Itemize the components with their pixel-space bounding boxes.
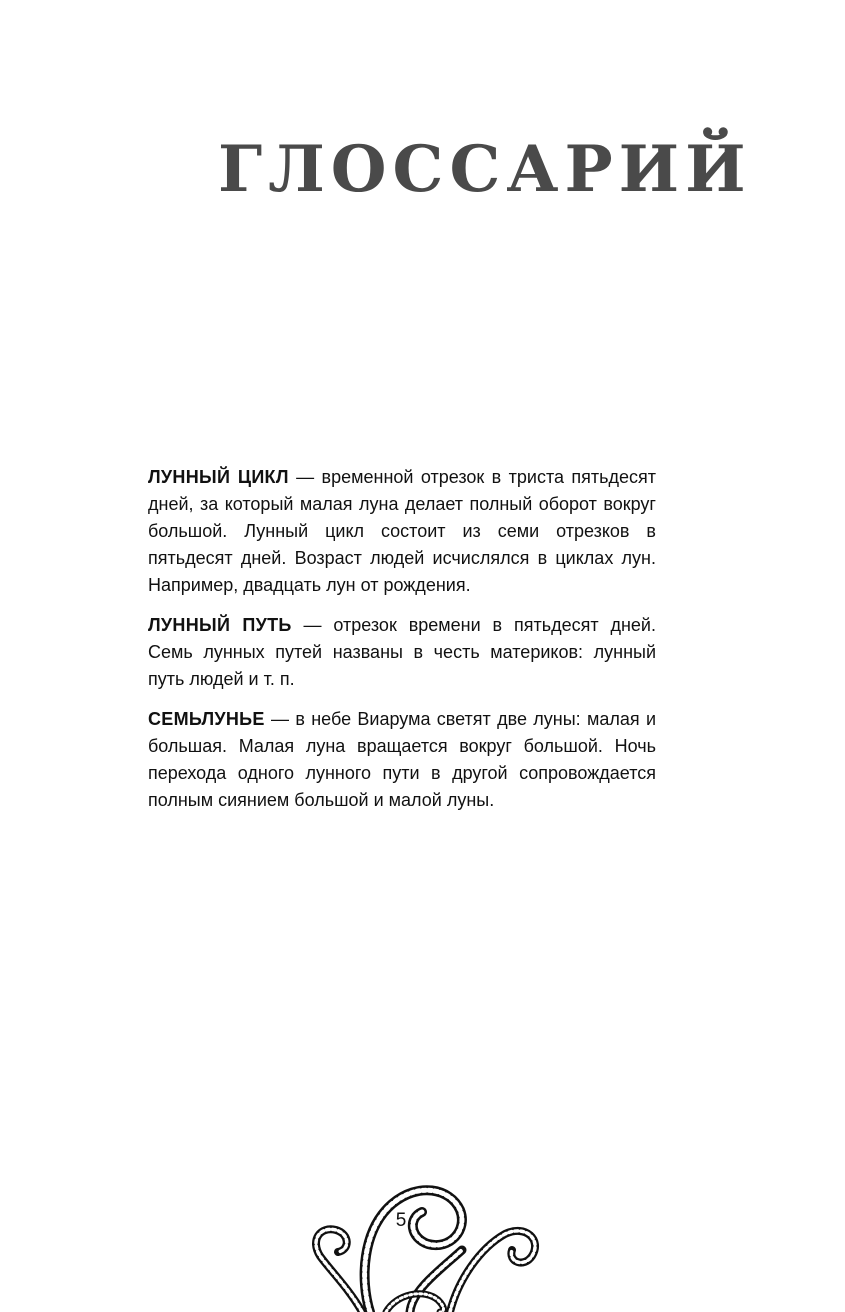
page-number: 5 xyxy=(395,1210,407,1231)
glossary-entry-lunar-cycle xyxy=(148,464,656,599)
glossary-term: СЕМЬЛУНЬЕ xyxy=(148,709,265,729)
glossary-definition: — отрезок времени в пятьдесят дней. Семь лунных путей названы в честь материков: лунный путь людей и т. п. xyxy=(148,615,656,689)
glossary-entry-semlunye xyxy=(148,706,656,814)
glossary-definition: — в небе Виарума светят две луны: малая и большая. Малая луна вращается вокруг большой. Ночь перехода одного лунного пути в другой сопровождается полным сиянием большой и малой луны. xyxy=(148,709,656,810)
glossary-definition: — временной отрезок в триста пятьдесят дней, за который малая луна делает полный оборот вокруг большой. Лунный цикл состоит из семи отрезков в пятьдесят дней. Возраст людей исчислялся в циклах лун. Например, двадцать лун от рождения. xyxy=(148,467,657,595)
glossary-term: ЛУННЫЙ ЦИКЛ xyxy=(148,467,289,487)
glossary-entry-lunar-path xyxy=(148,612,656,693)
glossary-list xyxy=(148,464,656,827)
page-title: ГЛОССАРИЙ xyxy=(218,132,752,207)
tentacle-ornament-icon xyxy=(300,1170,545,1312)
glossary-term: ЛУННЫЙ ПУТЬ xyxy=(148,615,292,635)
